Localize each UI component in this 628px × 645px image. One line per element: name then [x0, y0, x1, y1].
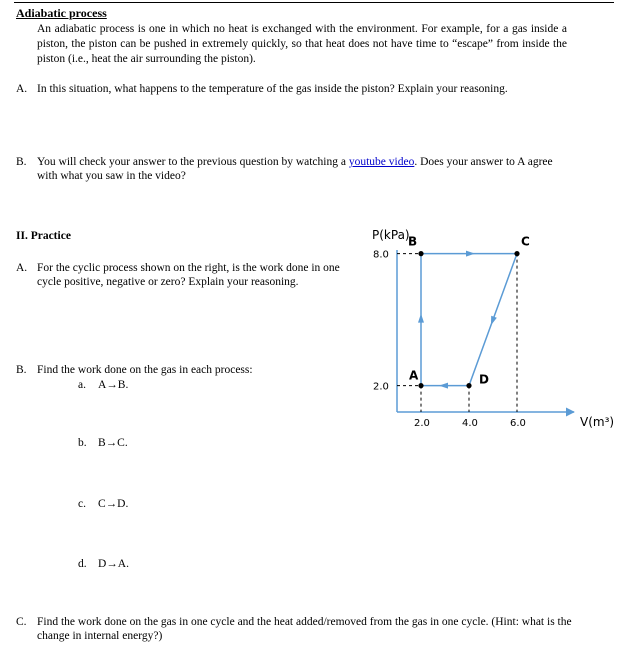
y-axis-label: P(kPa)	[372, 228, 410, 242]
question-b-text	[37, 155, 573, 183]
arrow-C-D	[491, 316, 497, 325]
practice-c-letter: C.	[16, 616, 27, 628]
arrow-B-C	[466, 251, 475, 257]
y-tick-2.0: 2.0	[373, 381, 389, 393]
pv-diagram	[360, 220, 626, 435]
x-tick-4.0: 4.0	[462, 418, 478, 429]
arrow-A-B	[418, 314, 424, 323]
sub-item-b-num: b.	[78, 437, 87, 449]
point-label-A: A	[409, 368, 419, 383]
practice-b-text: Find the work done on the gas in each process:	[37, 364, 253, 376]
question-b-after: . Does your answer to A agree with what you saw in the video?	[37, 156, 553, 182]
practice-a-text: For the cyclic process shown on the right, is the work done in one cycle positive, negative or zero? Explain your reasoning.	[37, 262, 340, 288]
arrow-D-A	[439, 383, 448, 389]
point-label-D: D	[479, 372, 489, 387]
question-b-before: You will check your answer to the previous question by watching a	[37, 156, 349, 168]
x-axis-label: V(m³)	[580, 415, 615, 429]
point-C	[514, 251, 519, 256]
question-a-letter: A.	[16, 83, 28, 95]
state-points	[408, 235, 530, 389]
x-tick-6.0: 6.0	[510, 418, 526, 429]
point-label-B: B	[408, 234, 418, 249]
guide-lines	[397, 254, 517, 412]
x-tick-2.0: 2.0	[414, 418, 430, 429]
sub-item-c-text: C→D.	[98, 498, 129, 510]
section-heading: Adiabatic process	[16, 6, 107, 20]
point-label-C: C	[521, 234, 530, 249]
sub-item-a-text: A→B.	[98, 379, 129, 391]
sub-item-c-num: c.	[78, 498, 86, 510]
practice-c-text: Find the work done on the gas in one cycle and the heat added/removed from the gas in one cycle. (Hint: what is the change in internal energy?)	[37, 616, 572, 642]
sub-item-d-num: d.	[78, 558, 87, 570]
sub-item-d-text: D→A.	[98, 558, 129, 570]
sub-item-b-text: B→C.	[98, 437, 128, 449]
cycle-path	[418, 251, 517, 389]
practice-a-letter: A.	[16, 262, 28, 274]
point-B	[418, 251, 423, 256]
youtube-video-link[interactable]: youtube video	[348, 156, 415, 168]
y-tick-8.0: 8.0	[373, 249, 389, 261]
top-rule	[14, 2, 614, 3]
point-D	[466, 383, 471, 388]
intro-paragraph: An adiabatic process is one in which no heat is exchanged with the environment. For example, for a gas inside a piston, the piston can be pushed in extremely quickly, so that heat does not have time to “escape” from inside the piston (i.e., heat the air surrounding the piston).	[37, 23, 567, 65]
question-b-letter: B.	[16, 156, 27, 168]
practice-heading: II. Practice	[16, 230, 71, 242]
point-A	[418, 383, 423, 388]
sub-item-a-num: a.	[78, 379, 86, 391]
question-a-text: In this situation, what happens to the temperature of the gas inside the piston? Explain your reasoning.	[37, 83, 508, 95]
practice-b-letter: B.	[16, 364, 27, 376]
tick-labels	[373, 250, 526, 429]
